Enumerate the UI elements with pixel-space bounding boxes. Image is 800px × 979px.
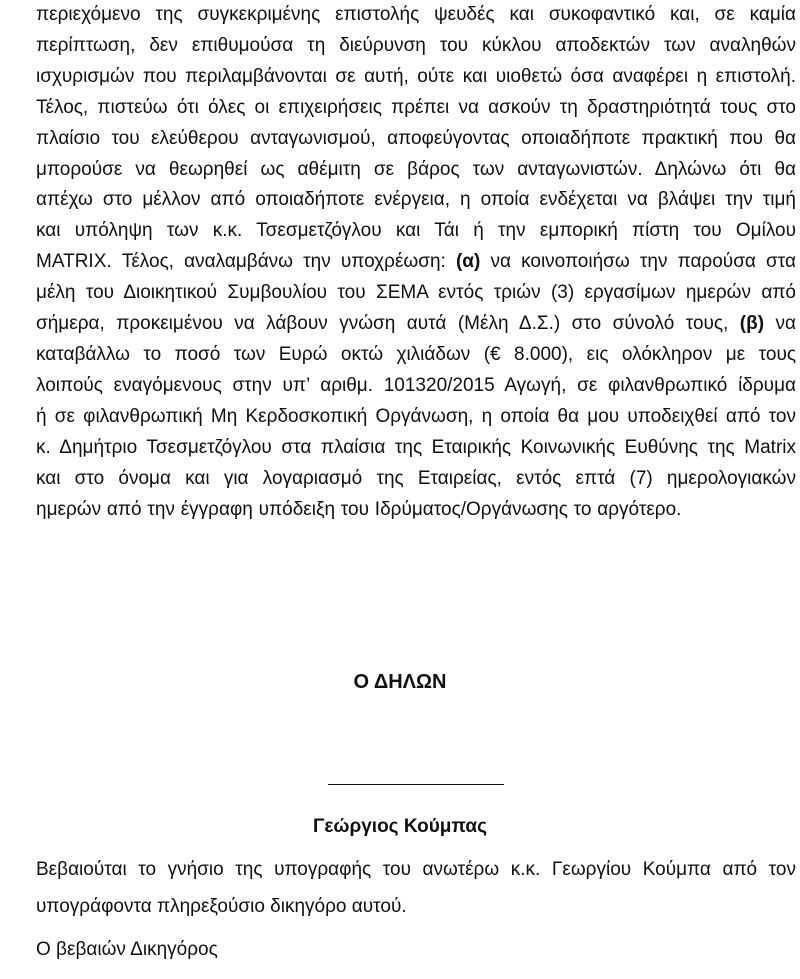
certification-line: Βεβαιούται το γνήσιο της υπογραφής του ανωτέρω κ.κ. Γεωργίου Κούμπα από τον (36, 859, 796, 880)
letter-line: περιεχόμενο της συγκεκριμένης επιστολής ψευδές και συκοφαντικό και, σε καμία (36, 4, 796, 25)
letter-line: Τέλος, πιστεύω ότι όλες οι επιχειρήσεις πρέπει να ασκούν τη δραστηριότητά τους στο (36, 96, 796, 118)
letter-line-part: να κοινοποιήσω την παρούσα στα (490, 251, 796, 273)
letter-line: περίπτωση, δεν επιθυμούσα τη διεύρυνση του κύκλου αποδεκτών των αναληθών (36, 34, 796, 56)
letter-line: και υπόληψη των κ.κ. Τσεσμετζόγλου και Τάι ή την εμπορική πίστη του Ομίλου (36, 220, 796, 242)
letter-line: καταβάλλω το ποσό των Ευρώ οκτώ χιλιάδων (€ 8.000), εις ολόκληρον με τους (36, 343, 796, 365)
letter-line-part: να (775, 313, 796, 335)
signer-name: Γεώργιος Κούμπας (312, 816, 487, 837)
letter-line: και στο όνομα και για λογαριασμό της Εταιρείας, εντός επτά (7) ημερολογιακών (36, 467, 796, 489)
letter-body (36, 0, 796, 525)
clause-a-marker: (α) (455, 251, 481, 273)
letter-line-part: σήμερα, προκειμένου να λάβουν γνώση αυτά (Μέλη Δ.Σ.) στο σύνολό τους, (36, 313, 729, 335)
letter-line-part: MATRIX. Τέλος, αναλαμβάνω την υποχρέωση: (36, 251, 446, 273)
letter-line: απέχω στο μέλλον από οποιαδήποτε ενέργεια, η οποία ενδέχεται να βλάψει την τιμή (36, 189, 796, 211)
letter-line: ισχυρισμών που περιλαμβάνονται σε αυτή, ούτε και υιοθετώ όσα αναφέρει η επιστολή. (36, 65, 796, 87)
letter-line: κ. Δημήτριο Τσεσμετζόγλου στα πλαίσια της Εταιρικής Κοινωνικής Ευθύνης της Matrix (36, 436, 796, 458)
letter-line: ή σε φιλανθρωπική Μη Κερδοσκοπική Οργάνωση, η οποία θα μου υποδειχθεί από τον (36, 405, 796, 427)
letter-line: λοιπούς εναγόμενους στην υπ’ αριθμ. 101320/2015 Αγωγή, σε φιλανθρωπικό ίδρυμα (36, 374, 796, 396)
clause-b-marker: (β) (739, 313, 765, 335)
signature-line (328, 784, 504, 785)
letter-line: ημερών από την έγγραφη υπόδειξη του Ιδρύματος/Οργάνωσης το αργότερο. (36, 498, 682, 520)
certification-line: υπογράφοντα πληρεξούσιο δικηγόρο αυτού. (36, 896, 407, 917)
letter-line: πλαίσιο του ελεύθερου ανταγωνισμού, αποφεύγοντας οποιαδήποτε πρακτική που θα (36, 127, 796, 149)
letter-line: μπορούσε να θεωρηθεί ως αθέμιτη σε βάρος των ανταγωνιστών. Δηλώνω ότι θα (36, 158, 796, 180)
letter-line (36, 247, 796, 278)
declarant-title: Ο ΔΗΛΩΝ (353, 671, 447, 693)
certification-text (36, 851, 796, 925)
lawyer-label: Ο βεβαιών Δικηγόρος (36, 939, 218, 960)
letter-line: μέλη του Διοικητικού Συμβουλίου του ΣΕΜΑ εντός τριών (3) εργασίμων ημερών από (36, 282, 796, 304)
letter-line (36, 309, 796, 340)
